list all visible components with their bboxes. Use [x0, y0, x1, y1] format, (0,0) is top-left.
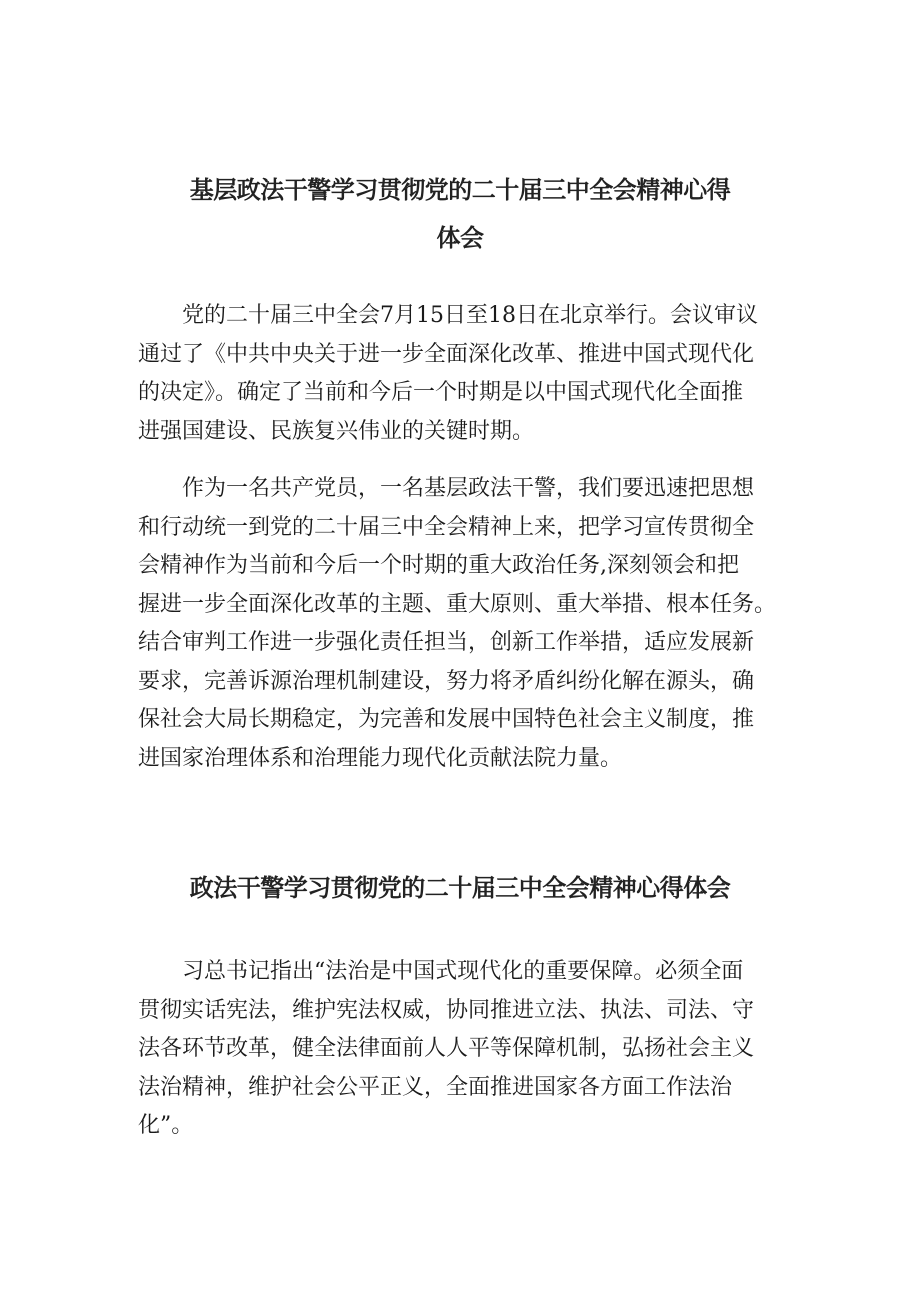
paragraph-1-line: 党的二十届三中全会7月15日至18日在北京举行。会议审议 [182, 303, 758, 328]
paragraph-2-line: 作为一名共产党员，一名基层政法干警，我们要迅速把思想 [182, 476, 755, 501]
paragraph-2-line: 握进一步全面深化改革的主题、重大原则、重大举措、根本任务。 [138, 591, 777, 617]
main-title [0, 168, 920, 260]
paragraph-2-line: 会精神作为当前和今后一个时期的重大政治任务,深刻领会和把 [138, 553, 739, 578]
paragraph-3-line: 贯彻实话宪法，维护宪法权威，协同推进立法、执法、司法、守 [138, 997, 755, 1023]
paragraph-2-line: 和行动统一到党的二十届三中全会精神上来，把学习宣传贯彻全 [138, 514, 755, 540]
paragraph-3-line: 法治精神，维护社会公平正义，全面推进国家各方面工作法治 [138, 1074, 733, 1100]
main-title-line-2: 体会 [436, 224, 484, 252]
paragraph-3-line: 习总书记指出“法治是中国式现代化的重要保障。必须全面 [182, 959, 744, 984]
paragraph-2-line: 结合审判工作进一步强化责任担当，创新工作举措，适应发展新 [138, 630, 755, 655]
paragraph-1-line: 的决定》。确定了当前和今后一个时期是以中国式现代化全面推 [138, 380, 744, 405]
main-title-line-1: 基层政法干警学习贯彻党的二十届三中全会精神心得 [189, 176, 731, 204]
paragraph-2-line: 保社会大局长期稳定，为完善和发展中国特色社会主义制度，推 [138, 707, 755, 732]
paragraph-2-line: 进国家治理体系和治理能力现代化贡献法院力量。 [138, 745, 623, 771]
paragraph-1-line: 进强国建设、民族复兴伟业的关键时期。 [138, 418, 535, 444]
second-title [0, 868, 920, 908]
second-title-text: 政法干警学习贯彻党的二十届三中全会精神心得体会 [189, 874, 731, 902]
paragraph-3-line: 化”。 [138, 1113, 194, 1138]
paragraph-1-line: 通过了《中共中央关于进一步全面深化改革、推进中国式现代化 [138, 341, 755, 367]
paragraph-2-line: 要求，完善诉源治理机制建设，努力将矛盾纠纷化解在源头，确 [138, 668, 755, 694]
paragraph-2 [138, 470, 798, 778]
paragraph-3-line: 法各环节改革，健全法律面前人人平等保障机制，弘扬社会主义 [138, 1036, 755, 1061]
paragraph-3 [138, 953, 798, 1146]
paragraph-1 [138, 297, 798, 451]
